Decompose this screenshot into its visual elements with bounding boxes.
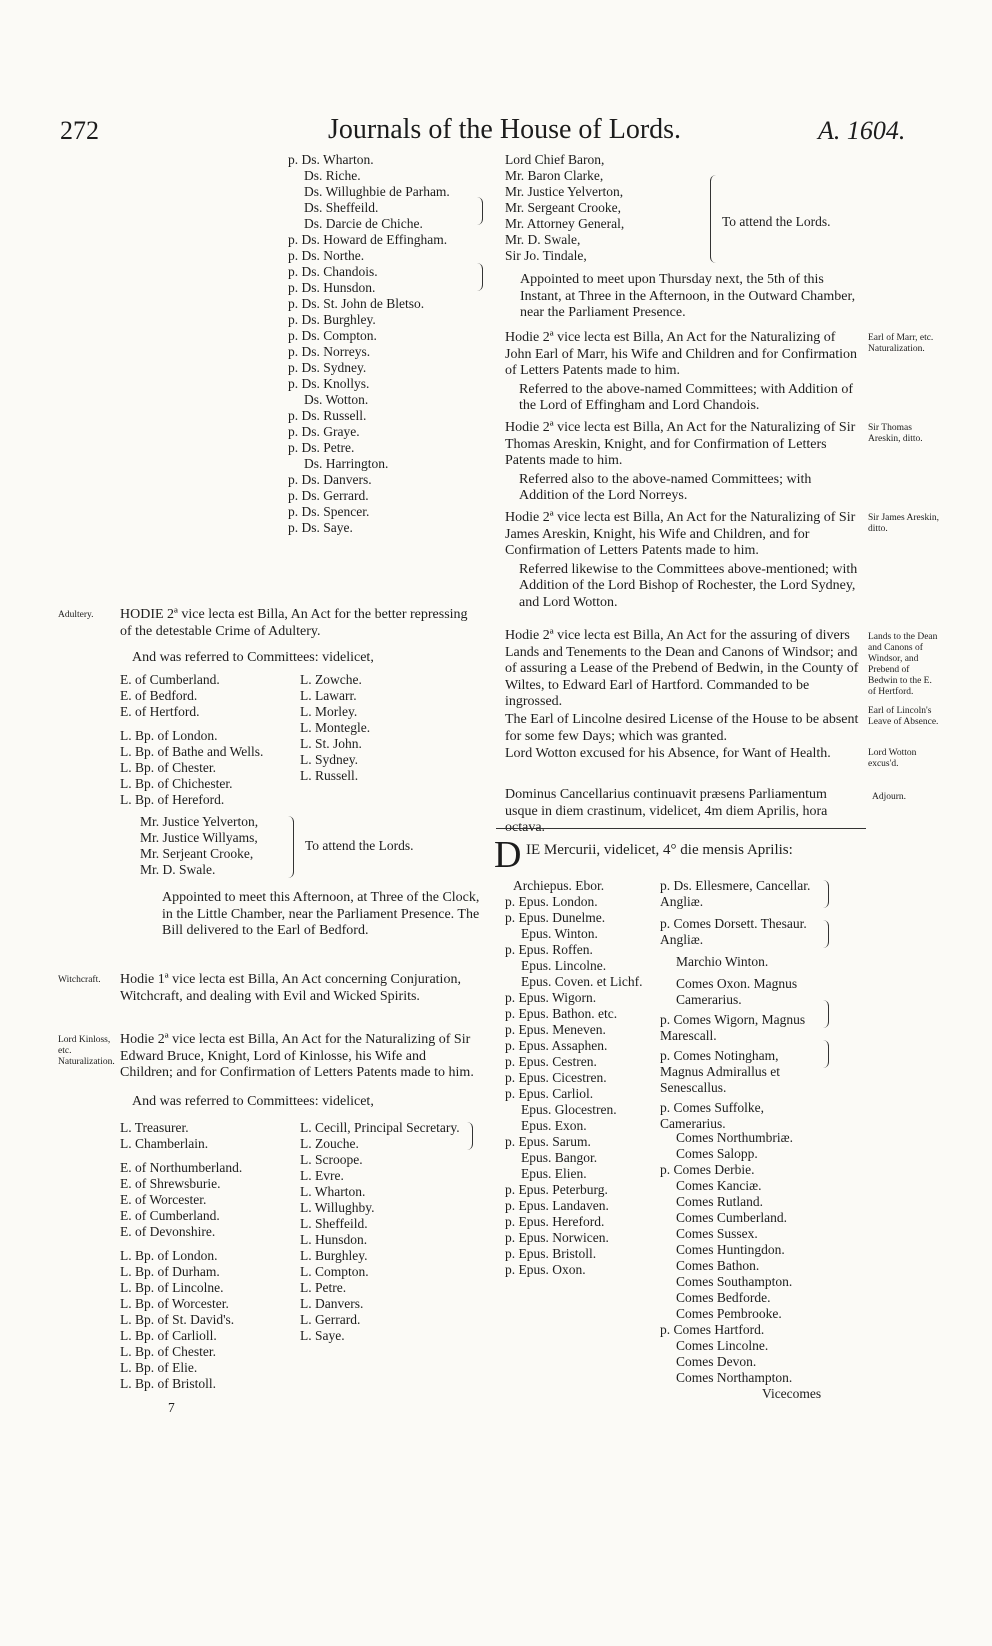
day-heading: IE Mercurii, videlicet, 4° die mensis Aprilis:	[526, 842, 793, 858]
marr-entry: Hodie 2ª vice lecta est Billa, An Act for the Naturalizing of John Earl of Marr, his Wife and Children and for Confirmation of Letters Patents made to him. Referred to the above-named Committees; with Addition of the Lord of Effingham and Lord Chandois.	[505, 330, 858, 413]
page-number: 272	[60, 116, 99, 145]
brace	[285, 816, 294, 878]
right-judges: Lord Chief Baron, Mr. Baron Clarke, Mr. Justice Yelverton, Mr. Sergeant Crooke, Mr. Attorney General, Mr. D. Swale, Sir Jo. Tindale,	[505, 152, 625, 263]
officers-list: p. Ds. Ellesmere, Cancellar. Angliæ. p. Comes Dorsett. Thesaur. Angliæ. Marchio Winton. Comes Oxon. Magnus Camerarius. p. Comes Wigorn, Magnus Marescall. p. Comes Notingham, Magnus Admirallus et Senescallus. p. Comes Suffolke, Camerarius.	[660, 878, 811, 1131]
right-attend: To attend the Lords.	[722, 214, 831, 229]
brace	[476, 263, 483, 291]
section-divider	[496, 828, 866, 829]
lords-list-top: p. Ds. Wharton. Ds. Riche. Ds. Willughbie de Parham. Ds. Sheffeild. Ds. Darcie de Chiche. p. Ds. Howard de Effingham. p. Ds. Northe. p. Ds. Chandois. p. Ds. Hunsdon. p. Ds. St. John de Bletso. p. Ds. Burghley. p. Ds. Compton. p. Ds. Norreys. p. Ds. Sydney. p. Ds. Knollys. Ds. Wotton. p. Ds. Russell. p. Ds. Graye. p. Ds. Petre. Ds. Harrington. p. Ds. Danvers. p. Ds. Gerrard. p. Ds. Spencer. p. Ds. Saye.	[288, 152, 450, 535]
adultery-appointed: Appointed to meet this Afternoon, at Three of the Clock, in the Little Chamber, near the Parliament Presence. The Bill delivered to the Earl of Bedford.	[162, 890, 480, 938]
adultery-judges: Mr. Justice Yelverton, Mr. Justice Willyams, Mr. Serjeant Crooke, Mr. D. Swale.	[140, 814, 259, 877]
margin-note-kinloss: Lord Kinloss, etc. Naturalization.	[58, 1035, 115, 1067]
catchword: Vicecomes	[762, 1386, 822, 1401]
margin-note-lincolne: Earl of Lincoln's Leave of Absence.	[868, 706, 939, 727]
signature-mark: 7	[168, 1400, 175, 1415]
counts-list: Comes Northumbriæ. Comes Salopp. p. Comes Derbie. Comes Kanciæ. Comes Rutland. Comes Cumberland. Comes Sussex. Comes Huntingdon. Comes Bathon. Comes Southampton. Comes Bedforde. Comes Pembrooke. p. Comes Hartford. Comes Lincolne. Comes Devon. Comes Northampton.	[660, 1130, 793, 1385]
brace	[822, 1000, 829, 1028]
adultery-referred: And was referred to Committees: videlicet,	[132, 650, 374, 665]
wotton-entry: Lord Wotton excused for his Absence, for Want of Health.	[505, 746, 831, 761]
kinloss-committee-col1: L. Treasurer. L. Chamberlain. E. of Northumberland. E. of Shrewsburie. E. of Worcester. E. of Cumberland. E. of Devonshire. L. Bp. of London. L. Bp. of Durham. L. Bp. of Lincolne. L. Bp. of Worcester. L. Bp. of St. David's. L. Bp. of Carlioll. L. Bp. of Chester. L. Bp. of Elie. L. Bp. of Bristoll.	[120, 1120, 243, 1391]
margin-note-james: Sir James Areskin, ditto.	[868, 513, 939, 534]
margin-note-thomas: Sir Thomas Areskin, ditto.	[868, 423, 923, 444]
witchcraft-entry: Hodie 1ª vice lecta est Billa, An Act concerning Conjuration, Witchcraft, and dealing with Evil and Wicked Spirits.	[120, 972, 461, 1004]
adultery-committee-col2: L. Zowche. L. Lawarr. L. Morley. L. Montegle. L. St. John. L. Sydney. L. Russell.	[300, 672, 371, 783]
adultery-committee-col1: E. of Cumberland. E. of Bedford. E. of Hertford. L. Bp. of London. L. Bp. of Bathe and Wells. L. Bp. of Chester. L. Bp. of Chichester. L. Bp. of Hereford.	[120, 672, 264, 807]
brace	[476, 197, 483, 225]
margin-note-wotton: Lord Wotton excus'd.	[868, 748, 917, 769]
adultery-attend: To attend the Lords.	[305, 838, 414, 853]
brace	[822, 1040, 829, 1068]
kinloss-entry: Hodie 2ª vice lecta est Billa, An Act for the Naturalizing of Sir Edward Bruce, Knight, Lord of Kinlosse, his Wife and Children; and for Confirmation of Letters Patents made to him.	[120, 1032, 474, 1080]
margin-note-witchcraft: Witchcraft.	[58, 975, 101, 985]
margin-note-adjourn: Adjourn.	[872, 792, 907, 802]
kinloss-referred: And was referred to Committees: videlicet,	[132, 1094, 374, 1109]
margin-note-lands: Lands to the Dean and Canons of Windsor, and Prebend of Bedwin to the E. of Hertford.	[868, 632, 938, 697]
page-title: Journals of the House of Lords.	[328, 114, 682, 145]
brace	[710, 175, 717, 263]
lincolne-entry: The Earl of Lincolne desired License of the House to be absent for some few Days; which was granted.	[505, 712, 859, 744]
lands-entry: Hodie 2ª vice lecta est Billa, An Act for the assuring of divers Lands and Tenements to the Dean and Canons of Windsor; and of assuring a Lease of the Prebend of Bedwin, in the County of Wiltes, to Edward Earl of Hartford. Commanded to be ingrossed.	[505, 628, 859, 709]
kinloss-committee-col2: L. Cecill, Principal Secretary. L. Zouche. L. Scroope. L. Evre. L. Wharton. L. Willughby. L. Sheffeild. L. Hunsdon. L. Burghley. L. Compton. L. Petre. L. Danvers. L. Gerrard. L. Saye.	[300, 1120, 460, 1343]
brace	[822, 920, 829, 948]
adultery-entry: HODIE 2ª vice lecta est Billa, An Act for the better repressing of the detestable Crime of Adultery.	[120, 607, 468, 639]
brace	[822, 880, 829, 908]
brace	[466, 1122, 473, 1150]
drop-cap: D	[494, 834, 522, 876]
right-appointed: Appointed to meet upon Thursday next, the 5th of this Instant, at Three in the Afternoon, in the Outward Chamber, near the Parliament Presence.	[520, 272, 856, 320]
bishops-list: Archiepus. Ebor. p. Epus. London. p. Epus. Dunelme. Epus. Winton. p. Epus. Roffen. Epus. Lincolne. Epus. Coven. et Lichf. p. Epus. Wigorn. p. Epus. Bathon. etc. p. Epus. Meneven. p. Epus. Assaphen. p. Epus. Cestren. p. Epus. Cicestren. p. Epus. Carliol. Epus. Glocestren. Epus. Exon. p. Epus. Sarum. Epus. Bangor. Epus. Elien. p. Epus. Peterburg. p. Epus. Landaven. p. Epus. Hereford. p. Epus. Norwicen. p. Epus. Bristoll. p. Epus. Oxon.	[505, 878, 643, 1277]
james-entry: Hodie 2ª vice lecta est Billa, An Act for the Naturalizing of Sir James Areskin, Knight, his Wife and Children, and for Confirmation of Letters Patents made to him. Referred likewise to the Committees above-mentioned; with Addition of the Lord Bishop of Rochester, the Lord Sydney, and Lord Wotton.	[505, 510, 858, 610]
page-year: A. 1604.	[818, 116, 906, 145]
margin-note-marr: Earl of Marr, etc. Naturalization.	[868, 333, 934, 354]
thomas-entry: Hodie 2ª vice lecta est Billa, An Act for the Naturalizing of Sir Thomas Areskin, Knight, and for Confirmation of Letters Patents made to him. Referred also to the above-named Committees; with Addition of the Lord Norreys.	[505, 420, 856, 503]
adjourn-entry: Dominus Cancellarius continuavit præsens Parliamentum usque in diem crastinum, videlicet, 4m diem Aprilis, hora octava.	[505, 787, 828, 835]
margin-note-adultery: Adultery.	[58, 610, 94, 620]
